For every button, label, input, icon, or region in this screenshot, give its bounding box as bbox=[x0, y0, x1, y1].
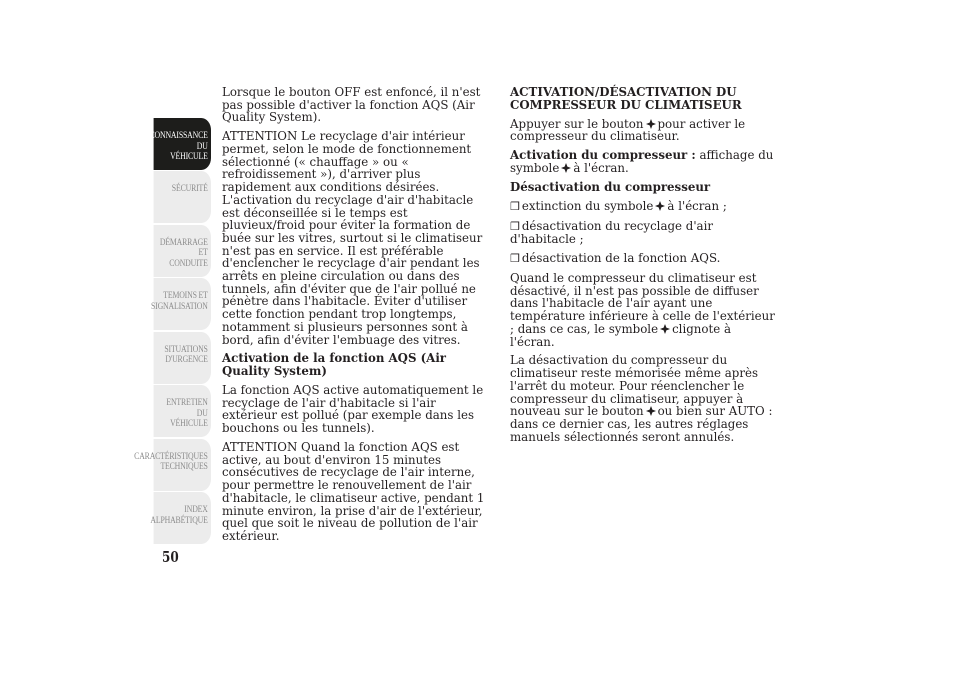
attention-paragraph: ATTENTION Le recyclage d'air intérieur permet, selon le mode de fonctionnement sélectionné (« chauffage » ou « refroidissement »), d'arriver plus rapidement aux conditions désirées. L'activation du recyclage d'air d'habitacle est déconseillée si le temps est pluvieux/froid pour éviter la formation de buée sur les vitres, surtout si le climatiseur n'est pas en service. Il est préférable d'enclencher le recyclage d'air pendant les arrêts en pleine circulation ou dans des tunnels, afin d'éviter que de l'air pollué ne pénètre dans l'habitacle. Éviter d'utiliser cette fonction pendant trop longtemps, notamment si plusieurs personnes sont à bord, afin d'éviter l'embuage des vitres. bbox=[222, 129, 483, 347]
snowflake-ac-icon bbox=[646, 119, 656, 129]
text: à l'écran. bbox=[573, 160, 629, 175]
tab-entretien-du-vehicule[interactable] bbox=[154, 385, 211, 437]
checkbox-bullet-icon: ❒ bbox=[510, 219, 520, 233]
tab-label: CARACTÉRISTIQUES TECHNIQUES bbox=[134, 451, 208, 473]
tab-label: CONNAISSANCE DU VÉHICULE bbox=[149, 131, 208, 162]
paragraph: Lorsque le bouton OFF est enfoncé, il n'est pas possible d'activer la fonction AQS (Air Quality System). bbox=[222, 85, 481, 125]
right-column bbox=[510, 86, 778, 450]
bullet-item bbox=[510, 252, 778, 266]
page-number: 50 bbox=[162, 548, 179, 566]
tab-label: SÉCURITÉ bbox=[171, 184, 208, 195]
text: Quand le compresseur du climatiseur est désactivé, il n'est pas possible de diffuser dans l'habitacle de l'air ayant une température inférieure à celle de l'extérieur ; dans ce cas, le symbole bbox=[510, 271, 775, 336]
snowflake-ac-icon bbox=[646, 406, 656, 416]
text: pour activer le compresseur du climatiseur. bbox=[510, 116, 746, 144]
snowflake-ac-icon bbox=[655, 201, 665, 211]
text: affichage du symbole bbox=[510, 148, 774, 175]
section-title: ACTIVATION/DÉSACTIVATION DU COMPRESSEUR DU CLIMATISEUR bbox=[510, 85, 742, 112]
text: clignote à l'écran. bbox=[510, 321, 731, 349]
tab-label: INDEX ALPHABÉTIQUE bbox=[150, 505, 208, 526]
left-column bbox=[222, 86, 488, 549]
text: désactivation du recyclage d'air d'habitacle ; bbox=[510, 218, 714, 247]
text: désactivation de la fonction AQS. bbox=[521, 251, 721, 266]
section-heading: Activation de la fonction AQS (Air Quality System) bbox=[222, 351, 447, 379]
checkbox-bullet-icon: ❒ bbox=[510, 252, 520, 266]
attention-paragraph: ATTENTION Quand la fonction AQS est active, au bout d'environ 15 minutes consécutives de recyclage de l'air interne, pour permettre le renouvellement de l'air d'habitacle, le climatiseur active, pendant 1 minute environ, la prise d'air de l'extérieur, quel que soit le niveau de pollution de l'air extérieur. bbox=[222, 440, 485, 543]
tab-connaissance-du-vehicule[interactable] bbox=[149, 118, 211, 170]
text: La désactivation du compresseur du climatiseur reste mémorisée même après l'arrêt du moteur. Pour réenclencher le compresseur du climatiseur, appuyer à nouveau sur le bouton bbox=[510, 353, 759, 419]
tab-index-alphabetique[interactable] bbox=[150, 492, 211, 544]
tab-demarrage-et-conduite[interactable] bbox=[154, 225, 211, 277]
text: extinction du symbole bbox=[521, 198, 654, 213]
bullet-item bbox=[510, 220, 778, 246]
tab-label: TEMOINS ET SIGNALISATION bbox=[150, 291, 208, 312]
text: à l'écran ; bbox=[667, 198, 727, 213]
snowflake-ac-icon bbox=[561, 163, 571, 173]
snowflake-ac-icon bbox=[660, 324, 670, 334]
paragraph bbox=[510, 354, 778, 443]
label: Activation du compresseur : bbox=[510, 148, 696, 163]
tab-caracteristiques-techniques[interactable] bbox=[134, 439, 211, 491]
paragraph bbox=[510, 149, 778, 174]
section-heading: Désactivation du compresseur bbox=[510, 179, 711, 194]
checkbox-bullet-icon: ❒ bbox=[510, 199, 520, 213]
text: ou bien sur AUTO : dans ce dernier cas, les autres réglages manuels sélectionnés seront annulés. bbox=[510, 404, 773, 444]
paragraph bbox=[510, 272, 778, 348]
paragraph: La fonction AQS active automatiquement le recyclage de l'air d'habitacle si l'air extérieur est pollué (par exemple dans les bouchons ou les tunnels). bbox=[222, 383, 484, 436]
tab-temoins-et-signalisation[interactable] bbox=[150, 278, 211, 330]
text: Appuyer sur le bouton bbox=[510, 116, 644, 131]
tab-securite[interactable] bbox=[154, 171, 211, 223]
paragraph bbox=[510, 118, 778, 143]
chapter-tab-bar bbox=[134, 118, 211, 548]
bullet-item bbox=[510, 200, 778, 214]
tab-situations-d-urgence[interactable] bbox=[154, 332, 211, 384]
tab-label: SITUATIONS D'URGENCE bbox=[164, 344, 208, 366]
tab-label: ENTRETIEN DU VÉHICULE bbox=[166, 398, 208, 430]
tab-label: DÉMARRAGE ET CONDUITE bbox=[159, 237, 208, 269]
